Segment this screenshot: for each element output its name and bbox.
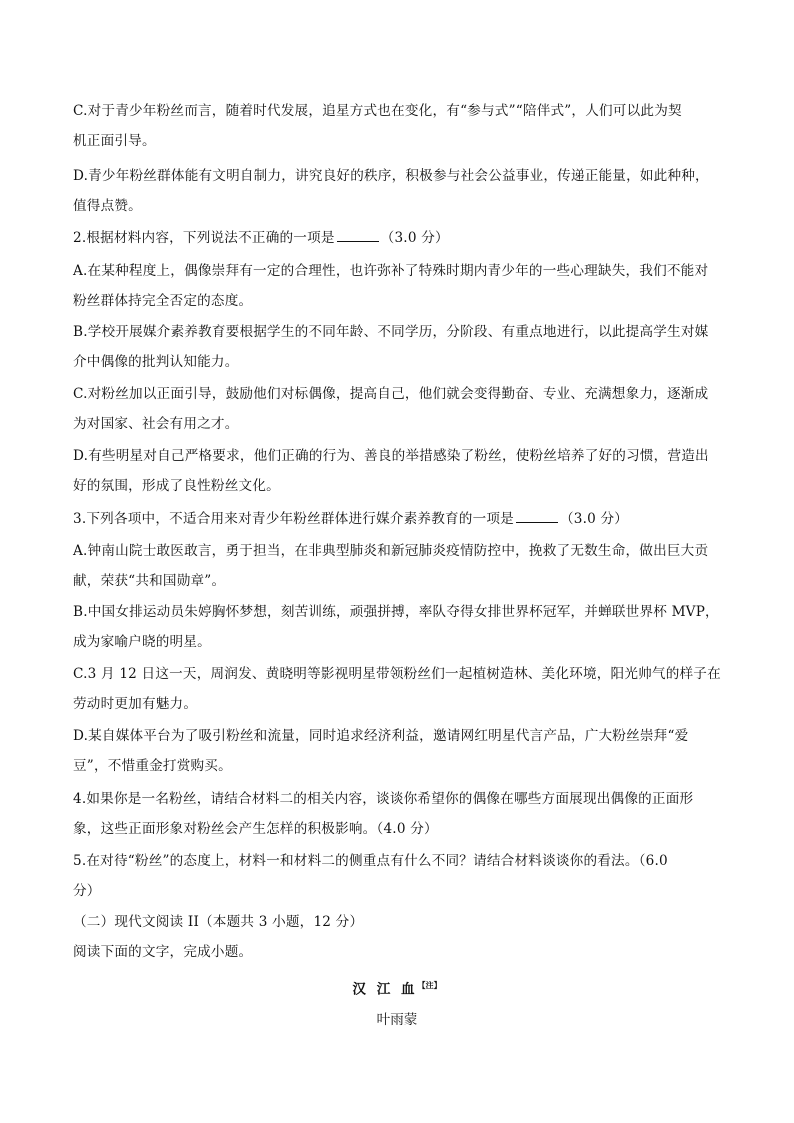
- story-title-text: 汉 江 血: [352, 981, 418, 998]
- q3-option-a-line-1: A.钟南山院士敢医敢言，勇于担当，在非典型肺炎和新冠肺炎疫情防控中，挽救了无数生命，做出巨大贡: [73, 543, 709, 559]
- q2-option-c-line-2: 为对国家、社会有用之才。: [73, 416, 239, 432]
- q2-option-d-line-2: 好的氛围，形成了良性粉丝文化。: [73, 478, 280, 494]
- question-4-line-2: 象，这些正面形象对粉丝会产生怎样的积极影响。（4.0 分）: [73, 821, 438, 837]
- question-2-score: （3.0 分）: [380, 230, 449, 246]
- question-2-text: 2.根据材料内容，下列说法不正确的一项是: [73, 230, 335, 246]
- question-5-line-1: 5.在对待“粉丝”的态度上，材料一和材料二的侧重点有什么不同？请结合材料谈谈你的看法。（6.0: [73, 853, 668, 869]
- q2-option-c-line-1: C.对粉丝加以正面引导，鼓励他们对标偶像，提高自己，他们就会变得勤奋、专业、充满想象力，逐渐成: [73, 386, 709, 402]
- option-c-line-2: 机正面引导。: [73, 133, 156, 149]
- q2-option-a-line-1: A.在某种程度上，偶像崇拜有一定的合理性，也许弥补了特殊时期内青少年的一些心理缺失，我们不能对: [73, 263, 709, 279]
- option-c-line-1: C.对于青少年粉丝而言，随着时代发展，追星方式也在变化，有“参与式”“陪伴式”，人们可以此为契: [73, 103, 682, 119]
- q2-option-a-line-2: 粉丝群体持完全否定的态度。: [73, 293, 253, 309]
- question-3-text: 3.下列各项中，不适合用来对青少年粉丝群体进行媒介素养教育的一项是: [73, 511, 514, 527]
- q3-option-c-line-1: C.3 月 12 日这一天，周润发、黄晓明等影视明星带领粉丝们一起植树造林、美化环境，阳光帅气的样子在: [73, 666, 721, 682]
- q3-option-b-line-2: 成为家喻户晓的明星。: [73, 634, 211, 650]
- q3-option-d-line-2: 豆”，不惜重金打赏购买。: [73, 758, 232, 774]
- question-2: [73, 228, 449, 248]
- section-heading: （二）现代文阅读 II（本题共 3 小题，12 分）: [73, 914, 364, 930]
- reading-instruction: 阅读下面的文字，完成小题。: [73, 944, 253, 960]
- question-5-line-2: 分）: [73, 883, 101, 899]
- q2-option-b-line-2: 介中偶像的批判认知能力。: [73, 354, 239, 370]
- answer-blank: [516, 510, 558, 523]
- question-3-score: （3.0 分）: [559, 511, 629, 527]
- q2-option-d-line-1: D.有些明星对自己严格要求，他们正确的行为、善良的举措感染了粉丝，使粉丝培养了好的习惯，营造出: [73, 448, 709, 464]
- q3-option-d-line-1: D.某自媒体平台为了吸引粉丝和流量，同时追求经济利益，邀请网红明星代言产品，广大粉丝崇拜“爱: [73, 728, 689, 744]
- story-author: 叶雨蒙: [376, 1012, 418, 1028]
- q3-option-b-line-1: B.中国女排运动员朱婷胸怀梦想，刻苦训练，顽强拼搏，率队夺得女排世界杯冠军，并蝉联世界杯 MVP，: [73, 604, 719, 620]
- answer-blank: [337, 229, 379, 242]
- story-title-note: 【注】: [417, 980, 442, 990]
- q2-option-b-line-1: B.学校开展媒介素养教育要根据学生的不同年龄、不同学历，分阶段、有重点地进行，以此提高学生对媒: [73, 324, 709, 340]
- question-3: [73, 509, 628, 529]
- option-d-line-2: 值得点赞。: [73, 198, 142, 214]
- option-d-line-1: D.青少年粉丝群体能有文明自制力，讲究良好的秩序，积极参与社会公益事业，传递正能量，如此种种，: [73, 168, 709, 184]
- question-4-line-1: 4.如果你是一名粉丝，请结合材料二的相关内容，谈谈你希望你的偶像在哪些方面展现出偶像的正面形: [73, 791, 694, 807]
- story-title: [0, 975, 794, 1000]
- q3-option-a-line-2: 献，荣获“共和国勋章”。: [73, 573, 226, 589]
- q3-option-c-line-2: 劳动时更加有魅力。: [73, 696, 198, 712]
